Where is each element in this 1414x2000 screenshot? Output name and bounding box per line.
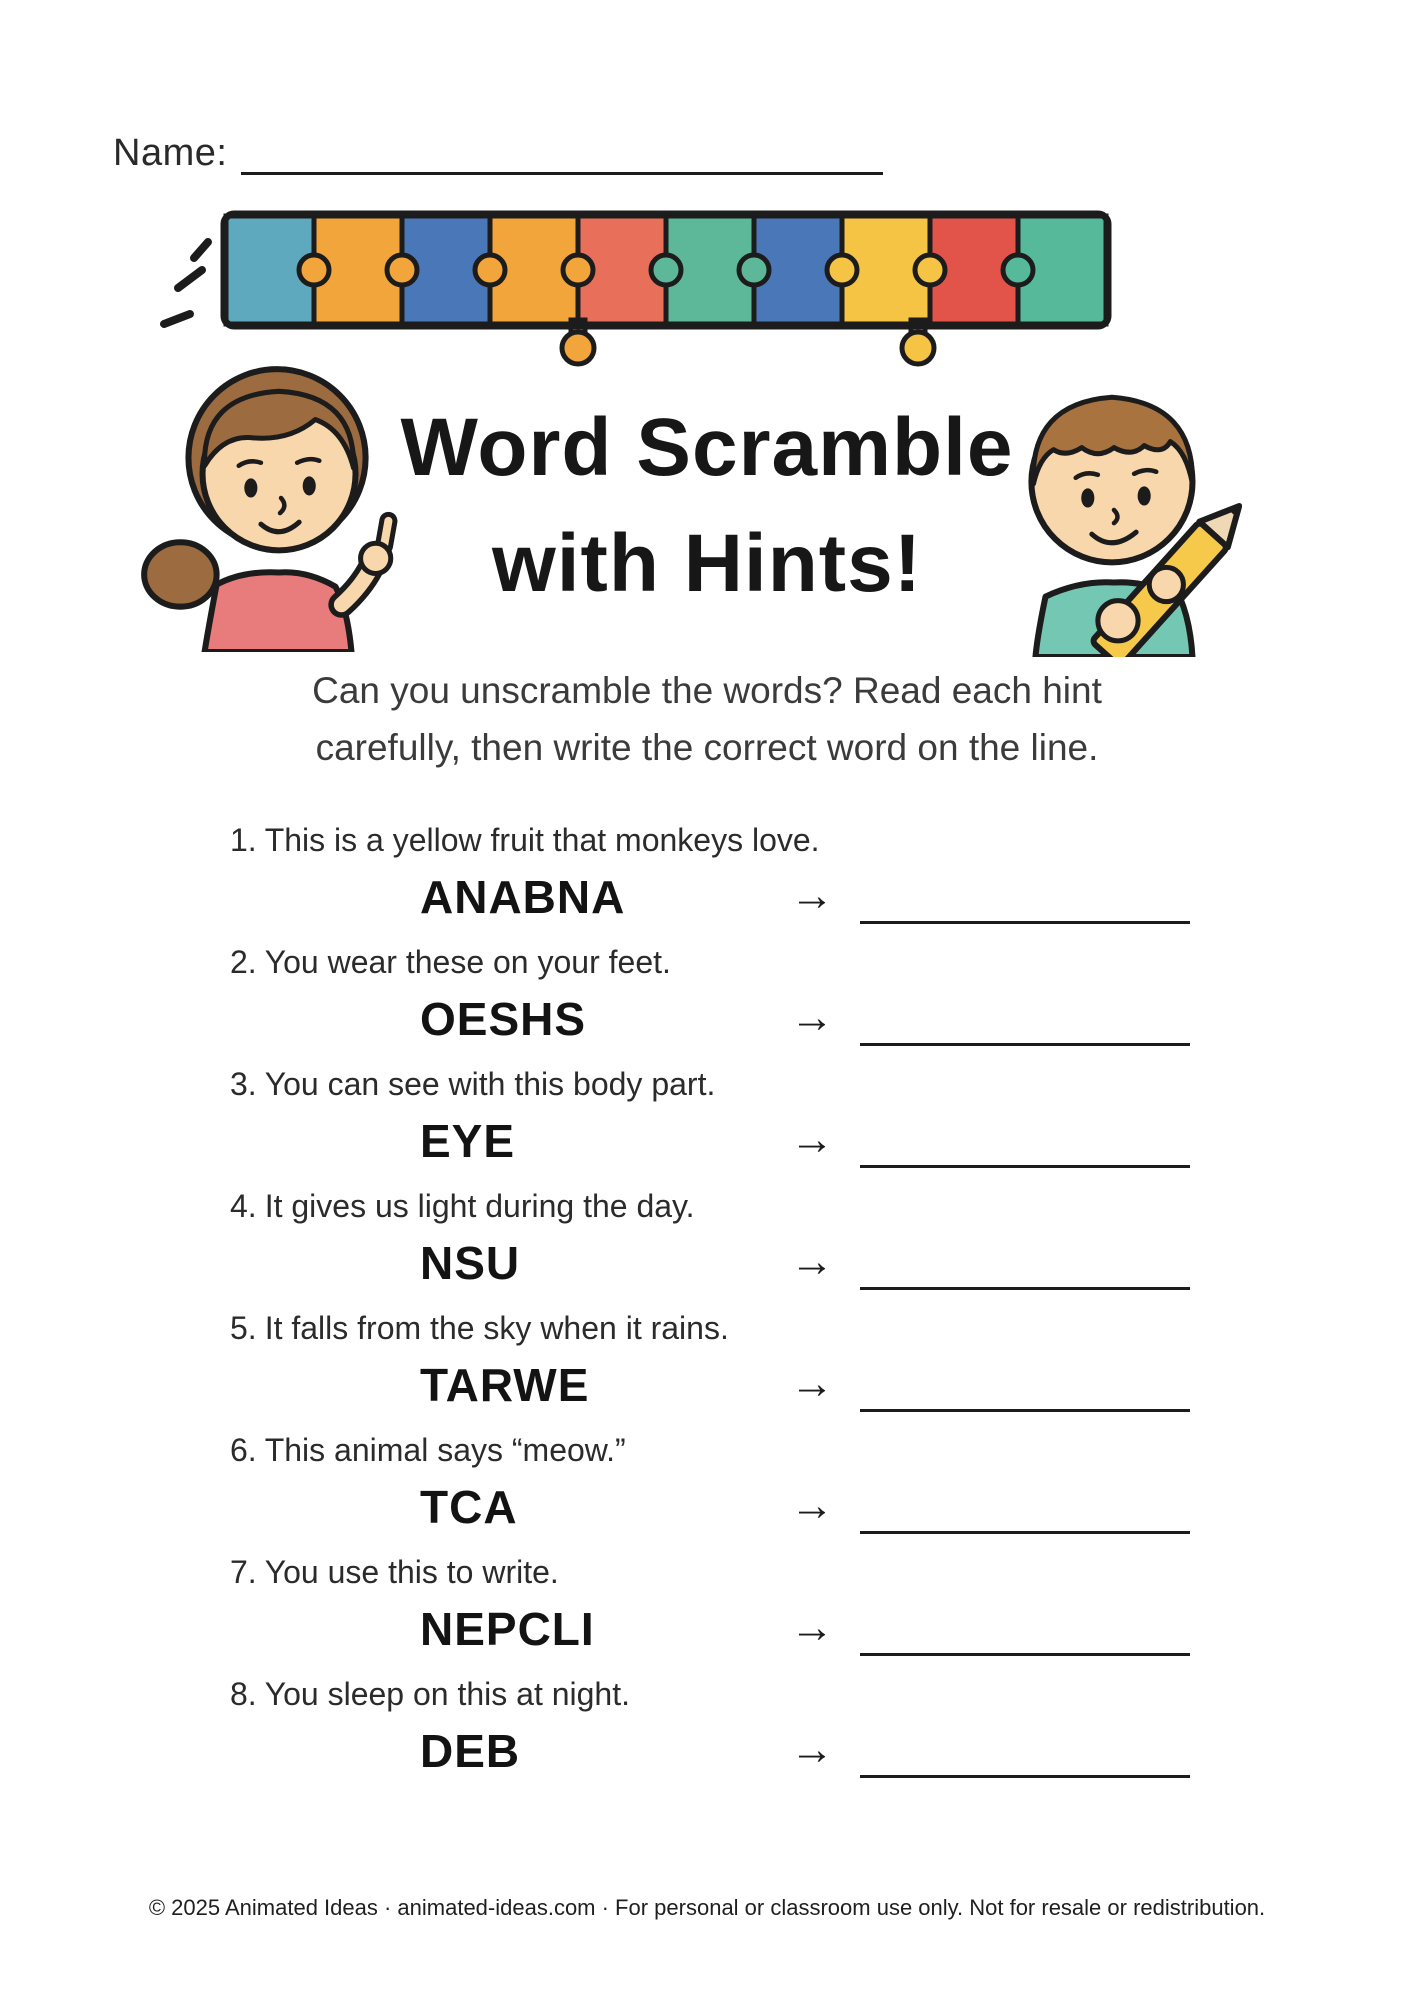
answer-blank-line	[860, 1165, 1190, 1168]
item-number: 6.	[230, 1432, 257, 1468]
item-hint-text: You wear these on your feet.	[264, 944, 671, 980]
scrambled-word: OESHS	[420, 993, 587, 1045]
item-hint	[230, 1186, 1190, 1226]
scramble-item	[230, 942, 1190, 1048]
answer-blank-line	[860, 1409, 1190, 1412]
item-number: 8.	[230, 1676, 257, 1712]
scrambled-word: NSU	[420, 1237, 521, 1289]
item-number: 4.	[230, 1188, 257, 1224]
worksheet-title	[0, 390, 1414, 622]
arrow-icon: →	[790, 1115, 834, 1164]
name-blank-line	[241, 132, 883, 175]
word-row	[230, 1722, 1190, 1780]
item-hint-text: It gives us light during the day.	[264, 1188, 695, 1224]
arrow-icon: →	[790, 1603, 834, 1652]
item-number: 2.	[230, 944, 257, 980]
answer-blank-line	[860, 1775, 1190, 1778]
scramble-item	[230, 1552, 1190, 1658]
worksheet-title-line2: with Hints!	[491, 518, 923, 609]
item-hint	[230, 1064, 1190, 1104]
footer-copyright: © 2025 Animated Ideas · animated-ideas.com · For personal or classroom use only. Not for resale or redistribution.	[148, 1895, 1266, 1920]
scrambled-word: ANABNA	[420, 871, 626, 923]
answer-blank-line	[860, 1653, 1190, 1656]
name-row	[113, 132, 883, 175]
item-hint	[230, 1308, 1190, 1348]
item-hint-text: You use this to write.	[264, 1554, 559, 1590]
word-row	[230, 1600, 1190, 1658]
item-hint-text: You can see with this body part.	[264, 1066, 716, 1102]
instructions-line1: Can you unscramble the words? Read each hint	[312, 670, 1102, 711]
item-number: 3.	[230, 1066, 257, 1102]
item-hint-text: You sleep on this at night.	[264, 1676, 630, 1712]
arrow-icon: →	[790, 1725, 834, 1774]
item-hint	[230, 1552, 1190, 1592]
word-row	[230, 1356, 1190, 1414]
puzzle-strip	[224, 214, 1108, 364]
scramble-item	[230, 1430, 1190, 1536]
scrambled-word: DEB	[420, 1725, 521, 1777]
answer-blank-line	[860, 1287, 1190, 1290]
scrambled-word: NEPCLI	[420, 1603, 595, 1655]
item-number: 7.	[230, 1554, 257, 1590]
item-hint-text: This is a yellow fruit that monkeys love.	[264, 822, 820, 858]
answer-blank-line	[860, 1531, 1190, 1534]
scrambled-word: TCA	[420, 1481, 518, 1533]
word-row	[230, 990, 1190, 1048]
instructions	[0, 662, 1414, 776]
word-row	[230, 1478, 1190, 1536]
scramble-items-list	[230, 820, 1190, 1796]
arrow-icon: →	[790, 1481, 834, 1530]
header-illustration-area	[0, 190, 1414, 660]
word-row	[230, 868, 1190, 926]
item-number: 5.	[230, 1310, 257, 1346]
item-hint	[230, 1674, 1190, 1714]
word-row	[230, 1234, 1190, 1292]
answer-blank-line	[860, 1043, 1190, 1046]
item-hint	[230, 820, 1190, 860]
item-hint-text: This animal says “meow.”	[264, 1432, 626, 1468]
name-label: Name:	[113, 132, 228, 174]
item-hint	[230, 942, 1190, 982]
scramble-item	[230, 820, 1190, 926]
instructions-line2: carefully, then write the correct word on the line.	[315, 727, 1099, 768]
arrow-icon: →	[790, 1237, 834, 1286]
scramble-item	[230, 1308, 1190, 1414]
arrow-icon: →	[790, 871, 834, 920]
scramble-item	[230, 1064, 1190, 1170]
answer-blank-line	[860, 921, 1190, 924]
scramble-item	[230, 1674, 1190, 1780]
arrow-icon: →	[790, 993, 834, 1042]
scrambled-word: TARWE	[420, 1359, 590, 1411]
scramble-item	[230, 1186, 1190, 1292]
item-hint-text: It falls from the sky when it rains.	[264, 1310, 729, 1346]
scrambled-word: EYE	[420, 1115, 516, 1167]
item-hint	[230, 1430, 1190, 1470]
item-number: 1.	[230, 822, 257, 858]
worksheet-title-line1: Word Scramble	[400, 402, 1014, 493]
word-row	[230, 1112, 1190, 1170]
arrow-icon: →	[790, 1359, 834, 1408]
sparkle-lines-icon	[164, 242, 208, 324]
